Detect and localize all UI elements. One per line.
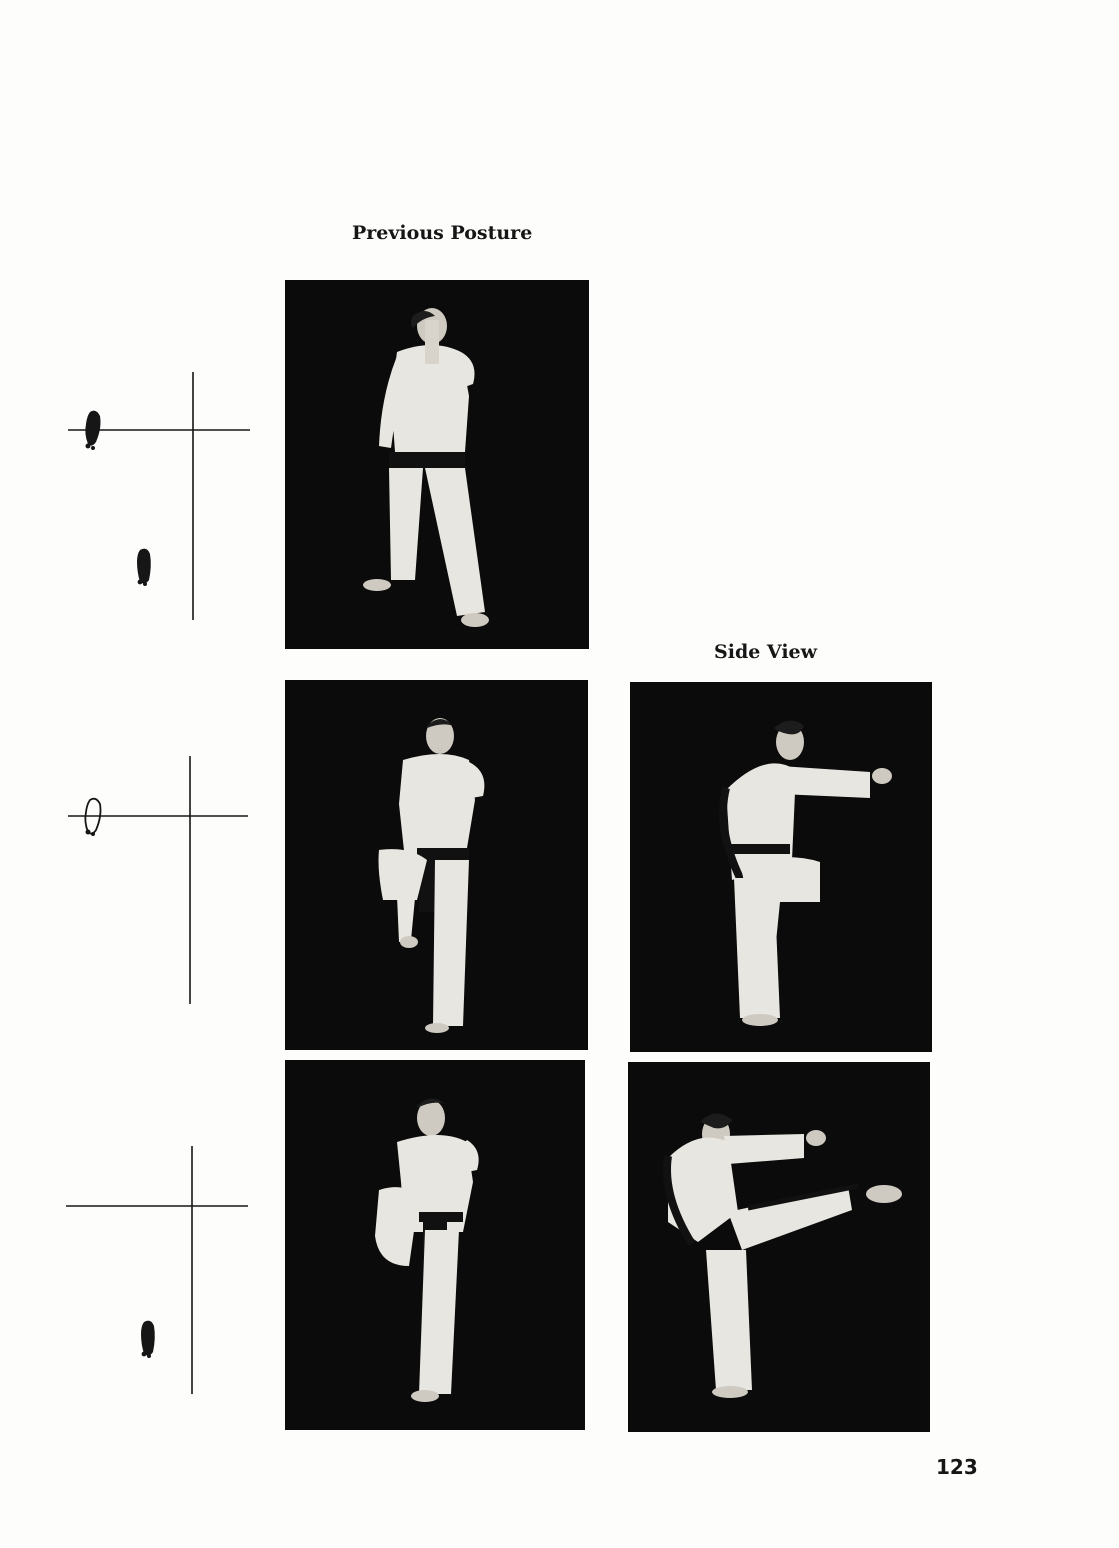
footprint-icon xyxy=(137,549,151,586)
photo-knee-raise-side xyxy=(630,682,932,1052)
footprint-icon xyxy=(85,411,100,450)
martial-artist-figure xyxy=(375,1098,479,1402)
page-number: 123 xyxy=(936,1455,978,1479)
footprint-icon xyxy=(141,1321,155,1358)
photo-knee-raise-front xyxy=(285,680,588,1050)
side-view-caption: Side View xyxy=(714,641,817,663)
photo-kick-chamber-front xyxy=(285,1060,585,1430)
martial-artist-figure xyxy=(363,308,489,627)
footprint-outline-icon xyxy=(85,799,100,836)
martial-artist-figure xyxy=(379,718,485,1033)
martial-artist-figure xyxy=(667,1113,902,1398)
foot-diagram-3 xyxy=(60,1142,252,1398)
foot-diagram-2 xyxy=(60,752,252,1008)
photo-previous-posture-front xyxy=(285,280,589,649)
photo-side-kick-side xyxy=(628,1062,930,1432)
martial-artist-figure xyxy=(723,720,892,1026)
foot-diagram-1 xyxy=(60,368,252,624)
previous-posture-caption: Previous Posture xyxy=(352,222,533,244)
